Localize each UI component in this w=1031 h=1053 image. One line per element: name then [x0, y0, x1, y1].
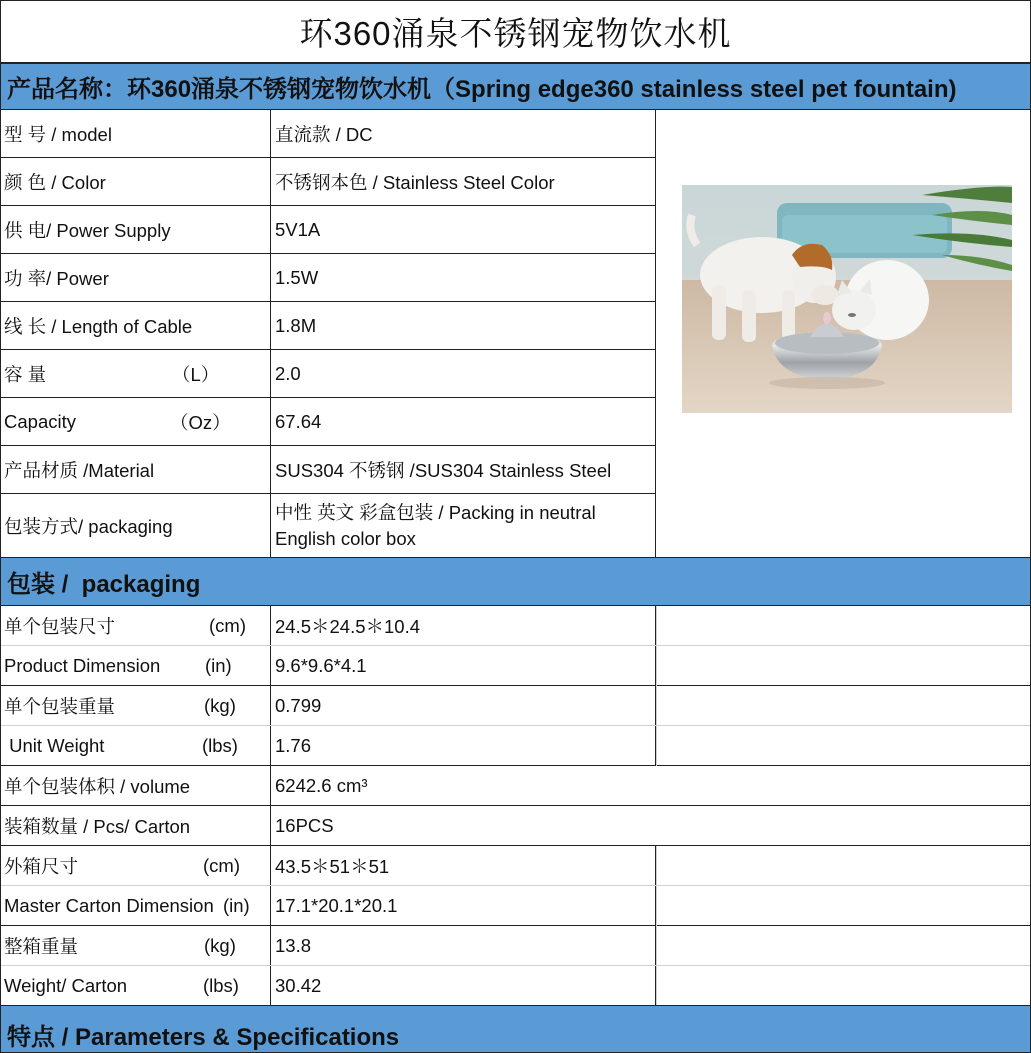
pack-label-cell — [0, 726, 271, 766]
spec-label: 产品材质 /Material — [0, 446, 271, 494]
pack-label: Master Carton Dimension — [4, 895, 214, 916]
spec-value: 2.0 — [271, 350, 656, 398]
title-row — [0, 0, 1031, 63]
pack-value: 0.799 — [271, 686, 656, 726]
pack-row — [0, 766, 1031, 806]
spec-value: 1.8M — [271, 302, 656, 350]
pack-label-cell — [0, 886, 271, 926]
pack-label-cell — [0, 846, 271, 886]
spec-unit: （L） — [172, 364, 220, 385]
pack-value: 24.5＊24.5＊10.4 — [271, 606, 656, 646]
pack-label: 外箱尺寸 — [4, 856, 79, 877]
spec-label: 包装方式/ packaging — [0, 494, 271, 557]
product-name-label: 产品名称：环360涌泉不锈钢宠物饮水机（Spring edge360 stainless steel pet fountain) — [7, 76, 957, 103]
pack-value: 43.5＊51＊51 — [271, 846, 656, 886]
spec-label-cell — [0, 398, 271, 446]
spec-value: 不锈钢本色 / Stainless Steel Color — [271, 158, 656, 206]
pack-label-cell — [0, 646, 271, 686]
spec-label: 颜 色 / Color — [0, 158, 271, 206]
pack-unit: (in) — [223, 895, 250, 916]
pack-label: 单个包装体积 / volume — [0, 766, 271, 806]
pack-unit: (lbs) — [203, 975, 239, 996]
spec-label: 容 量 — [4, 364, 47, 385]
features-band-label: 特点 / Parameters & Specifications — [7, 1024, 400, 1051]
spec-label-cell — [0, 350, 271, 398]
spec-label: Capacity — [4, 411, 76, 432]
pack-label-cell — [0, 606, 271, 646]
pack-unit: (kg) — [204, 935, 236, 956]
spec-unit: （Oz） — [170, 412, 231, 433]
pack-label: Product Dimension — [4, 655, 161, 676]
pack-value: 17.1*20.1*20.1 — [271, 886, 656, 926]
packaging-band-label: 包装 / packaging — [7, 571, 201, 598]
spec-value: 直流款 / DC — [271, 110, 656, 158]
pack-label: Weight/ Carton — [4, 975, 128, 996]
spec-row-packaging — [0, 494, 1031, 557]
pack-label-cell — [0, 966, 271, 1006]
page-title: 环360涌泉不锈钢宠物饮水机 — [299, 15, 732, 52]
pack-label-cell — [0, 926, 271, 966]
spec-row-model — [0, 110, 1031, 158]
spec-label: 型 号 / model — [0, 110, 271, 158]
pack-row — [0, 966, 1031, 1006]
pack-value: 9.6*9.6*4.1 — [271, 646, 656, 686]
pack-row — [0, 846, 1031, 886]
pack-label: 装箱数量 / Pcs/ Carton — [0, 806, 271, 846]
pack-unit: (cm) — [203, 855, 240, 876]
spec-value: SUS304 不锈钢 /SUS304 Stainless Steel — [271, 446, 656, 494]
spec-value: 1.5W — [271, 254, 656, 302]
pack-value: 13.8 — [271, 926, 656, 966]
spec-value: 中性 英文 彩盒包装 / Packing in neutral English color box — [271, 494, 656, 557]
product-name-band — [0, 63, 1031, 110]
pack-row — [0, 646, 1031, 686]
pack-row — [0, 686, 1031, 726]
pack-row — [0, 886, 1031, 926]
pack-label: Unit Weight — [4, 735, 105, 756]
spec-label: 功 率/ Power — [0, 254, 271, 302]
pack-unit: (cm) — [209, 615, 246, 636]
pack-value: 6242.6 cm³ — [275, 775, 368, 796]
pack-row — [0, 806, 1031, 846]
spec-row-material — [0, 446, 1031, 494]
spec-value: 5V1A — [271, 206, 656, 254]
packaging-band — [0, 557, 1031, 606]
pack-row — [0, 606, 1031, 646]
pack-label: 单个包装尺寸 — [4, 616, 116, 637]
pack-value: 1.76 — [271, 726, 656, 766]
pack-label: 单个包装重量 — [4, 696, 116, 717]
pack-unit: (in) — [205, 655, 232, 676]
pack-label: 整箱重量 — [4, 936, 79, 957]
pack-value: 30.42 — [271, 966, 656, 1006]
spec-value: 67.64 — [271, 398, 656, 446]
pack-unit: (kg) — [204, 695, 236, 716]
product-photo — [682, 185, 1012, 413]
spec-label: 供 电/ Power Supply — [0, 206, 271, 254]
pack-label-cell — [0, 686, 271, 726]
pack-row — [0, 726, 1031, 766]
features-band — [0, 1005, 1031, 1053]
pack-unit: (lbs) — [202, 735, 238, 756]
pack-row — [0, 926, 1031, 966]
spec-label: 线 长 / Length of Cable — [0, 302, 271, 350]
pack-value: 16PCS — [275, 815, 334, 836]
